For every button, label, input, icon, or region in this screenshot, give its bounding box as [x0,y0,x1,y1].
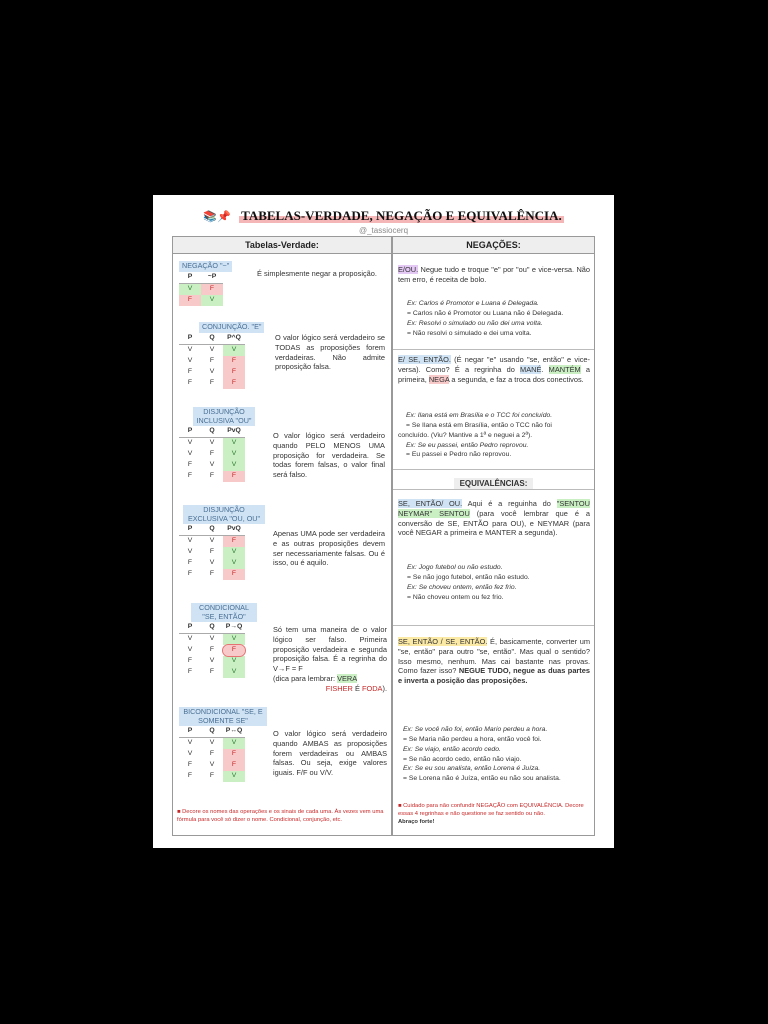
equiv-seentao-seentao-text [398,637,590,686]
exclusive-disjunction-description: Apenas UMA pode ser verdadeira e as outras proposições devem ser necessariamente falsas. Ou é isso, ou é aquilo. [273,529,385,568]
table-header: Q [201,524,223,536]
table-cell: V [209,439,215,447]
table-cell: F [179,295,201,306]
biconditional-description: O valor lógico será verdadeiro quando AMBAS as proposições forem verdadeiras ou AMBAS falsas. Ou seja, exige valores iguais. F/F ou V/V. [273,729,387,778]
truth-table-negation [179,272,223,306]
table-cell: V [209,537,215,545]
table-cell: F [223,378,245,389]
example-line: concluído. (Viu? Mantive a 1ª e neguei a 2ª). [398,431,533,439]
table-cell: F [209,646,215,654]
letterbox-left [0,0,153,1024]
right-footnote-text: Cuidado para não confundir NEGAÇÃO com EQUIVALÊNCIA. Decore essas 4 regrinhas e não questione se faz sentido ou não. [398,803,584,817]
table-header: P [179,426,201,438]
example-line: = Não choveu ontem ou fez frio. [407,593,504,601]
table-header: P→Q [223,622,245,634]
table-cell: V [209,345,215,353]
table-cell: F [187,559,193,567]
tip-e: É [352,683,362,693]
table-cell: F [223,536,245,548]
table-cell: F [209,570,215,578]
truth-table-conjunction [179,333,245,389]
example-line: = Se não acordo cedo, então não viajo. [403,755,522,763]
title-row [153,207,614,227]
table-header: P^Q [223,333,245,345]
table-header: Q [201,622,223,634]
study-sheet [153,195,614,848]
example-line: = Se Maria não perdeu a hora, então você foi. [403,735,542,743]
equivalences-header: EQUIVALÊNCIAS: [454,478,534,489]
letterbox-right [614,0,768,1024]
biconditional-table-block [179,707,267,782]
equiv-seentao-seentao-body: É, basicamente, converter um "se, então" para outro "se, então". Mas qual o sentido? Isso mesmo, nenhum. Mas cai bastante nas provas. Como fazer isso? [398,637,590,676]
table-cell: V [201,295,223,306]
exclusive-disjunction-table-block [179,505,265,580]
example-line: Ex: Se choveu ontem, então fez frio. [407,583,517,591]
section-label-negation: NEGAÇÃO "~" [179,261,232,272]
conjunction-table-block [179,322,264,389]
table-cell: V [209,559,215,567]
table-cell: V [209,761,215,769]
example-line: Ex: Jogo futebol ou não estudo. [407,564,503,571]
equiv-seentao-ou-text [398,499,590,538]
table-cell: F [209,472,215,480]
table-header: P [179,622,201,634]
example-line: = Se não jogo futebol, então não estudo. [407,573,530,581]
example-line: = Se Ilana está em Brasília, então o TCC não foi [406,421,552,429]
truth-tables-column [172,236,392,836]
inclusive-disjunction-description: O valor lógico será verdadeiro quando PELO MENOS UMA proposição for verdadeira. Se todas forem falsas, o valor final será falso. [273,431,385,480]
example-line: Ex: Se eu sou analista, então Lorena é Juíza. [403,765,541,773]
page-title: TABELAS-VERDADE, NEGAÇÃO E EQUIVALÊNCIA. [241,208,562,223]
table-cell: V [223,438,245,450]
pin-icon: ■ [398,803,404,809]
table-cell: V [187,537,193,545]
left-footnote-text: Decore os nomes das operações e os sinais de cada uma. Às vezes vem uma fórmula para você só dizer o nome. Condicional, conjunção, etc. [177,809,384,823]
table-header: Q [201,726,223,738]
table-header: PvQ [223,426,245,438]
truth-table-inclusive-disjunction [179,426,245,482]
table-header: P [179,524,201,536]
table-header: PvQ [223,524,245,536]
table-cell: V [223,656,245,667]
sentou-neymar-highlight: "SENTOU NEYMAR" SENTOU [398,499,590,518]
mantem-highlight: MANTÉM [548,364,581,374]
table-cell: F [223,760,245,771]
negation-eou-body: Negue tudo e troque "e" por "ou" e vice-versa. Não tem erro, é receita de bolo. [398,265,590,284]
negation-eou-examples [407,299,563,338]
table-cell: V [223,771,245,782]
conditional-tip-prefix: (dica para lembrar: [273,673,338,683]
table-cell: V [187,439,193,447]
table-cell: F [209,378,215,386]
example-line: = Não resolvi o simulado e dei uma volta. [407,329,532,337]
equiv-seentao-ou-examples [407,563,530,602]
divider [393,489,594,490]
example-line: = Eu passei e Pedro não reprovou. [406,451,512,459]
example-line: = Carlos não é Promotor ou Luana não é Delegada. [407,309,564,317]
table-header: P [179,726,201,738]
table-cell: F [187,657,193,665]
table-cell: V [223,738,245,750]
divider [393,625,594,626]
conditional-description-text: Só tem uma maneira de o valor lógico ser falso. Primeira proposição verdadeira e segunda proposição falsa. É a regrinha do V→F = F [273,625,387,674]
conditional-table-block [179,603,257,678]
negation-seentao-body-4: a segunda, e faz a troca dos conectivos. [449,374,584,384]
negation-seentao-body-3: a primeira, [398,364,591,384]
truth-table-exclusive-disjunction [179,524,245,580]
table-cell: V [187,356,193,364]
table-cell: V [187,739,193,747]
tip-suffix: ). [382,683,387,693]
example-line: Ex: Se você não foi, então Mario perdeu a hora. [403,726,548,733]
table-cell: F [209,750,215,758]
table-cell: V [187,548,193,556]
table-cell: F [223,749,245,760]
table-cell: F [209,356,215,364]
section-label-conditional: CONDICIONAL "SE, ENTÃO" [191,603,257,622]
truth-tables-header: Tabelas-Verdade: [173,237,391,254]
table-cell: F [187,570,193,578]
table-header: ~P [201,272,223,284]
example-line: Ex: Se eu passei, então Pedro reprovou. [406,441,529,449]
table-header: Q [201,333,223,345]
table-cell: V [187,635,193,643]
table-cell: F [187,761,193,769]
inclusive-disjunction-table-block [179,407,255,482]
table-cell: V [179,283,201,295]
tag-seentao-seentao: SE, ENTÃO / SE, ENTÃO. [398,637,488,646]
table-cell: V [223,558,245,569]
section-label-biconditional: BICONDICIONAL "SE, E SOMENTE SE" [179,707,267,726]
table-cell: V [187,750,193,758]
table-cell: V [187,646,193,654]
truth-table-conditional [179,622,245,678]
equiv-seentao-ou-body-1: Aqui é a reguinha do [462,499,557,508]
mane-highlight: MANÉ [520,364,542,374]
letterbox-top [153,0,614,195]
negation-eou-text [398,265,590,285]
left-footnote [177,809,389,825]
table-cell: F [223,471,245,482]
example-line: Ex: Resolvi o simulado ou não dei uma volta. [407,319,543,327]
conditional-description [273,625,387,693]
negation-table-block [179,261,232,306]
negations-column [392,236,595,836]
tip-fisher: FISHER [325,683,353,693]
negations-header: NEGAÇÕES: [393,237,594,254]
table-cell: F [209,548,215,556]
table-cell: F [187,378,193,386]
negation-description: É simplesmente negar a proposição. [257,269,377,278]
negation-seentao-examples [398,411,552,460]
table-header: P [179,272,201,284]
table-cell: V [223,547,245,558]
equiv-seentao-seentao-examples [403,725,561,784]
tip-foda: FODA [361,683,383,693]
negation-seentao-body-2: . [541,364,549,374]
negation-seentao-text [398,355,590,384]
table-cell: V [223,449,245,460]
table-cell: F [223,356,245,367]
letterbox-bottom [153,848,614,1024]
nega-highlight: NEGA [428,374,450,384]
table-cell: V [209,739,215,747]
table-cell: F [223,367,245,378]
conjunction-description: O valor lógico será verdadeiro se TODAS as proposições forem verdadeiras. Não admite proposição falsa. [275,333,385,372]
table-cell: F [201,283,223,295]
divider [393,349,594,350]
author-handle: @_tassiocerq [358,226,409,235]
table-cell: V [187,450,193,458]
example-line: Ex: Se viajo, então acordo cedo. [403,745,501,753]
tip-vera: VERA [337,673,358,683]
table-cell: F [209,668,215,676]
section-label-exclusive-disjunction: DISJUNÇÃO EXCLUSIVA "OU, OU" [183,505,265,524]
table-cell: F [187,472,193,480]
table-header: P [179,333,201,345]
table-cell: V [187,345,193,353]
table-cell: V [223,460,245,471]
table-cell: F [187,668,193,676]
negation-seentao-body-1: (É negar "e" usando "se, então" e vice-versa). Como? É a regrinha do [398,355,591,374]
table-cell: V [209,657,215,665]
tag-seentao-ou: SE, ENTÃO/ OU. [398,499,463,508]
table-cell: F [209,772,215,780]
tag-eou: E/OU. [398,265,419,274]
table-header: P↔Q [223,726,245,738]
books-pin-icon: 📚📌 [203,211,231,223]
tag-e-seentao: E/ SE, ENTÃO. [398,355,451,364]
table-cell: F [187,367,193,375]
right-footnote [398,803,592,826]
table-cell-circled: F [223,645,245,656]
section-label-conjunction: CONJUNÇÃO. "E" [199,322,264,333]
table-cell: F [187,772,193,780]
table-cell: F [187,461,193,469]
section-label-inclusive-disjunction: DISJUNÇÃO INCLUSIVA "OU" [193,407,255,426]
example-line: Ex: Carlos é Promotor e Luana é Delegada. [407,300,539,307]
signoff: Abraço forte! [398,818,435,825]
table-header: Q [201,426,223,438]
table-cell: V [209,367,215,375]
table-cell: V [223,667,245,678]
truth-table-biconditional [179,726,245,782]
table-cell: V [209,461,215,469]
table-cell: F [223,569,245,580]
example-line: = Se Lorena não é Juíza, então eu não sou analista. [403,775,561,783]
pin-icon: ■ [177,809,183,815]
table-cell: V [209,635,215,643]
equiv-seentao-ou-body-2: (para você lembrar que é a conversão de SE, ENTÃO para OU), e NEYMAR (para você NEGAR a primeira e MANTER a segunda). [398,508,590,538]
table-cell: F [209,450,215,458]
table-cell: V [223,634,245,646]
divider [393,469,594,470]
equiv-seentao-seentao-bold: NEGUE TUDO, negue as duas partes e inverta a posição das proposições. [398,666,590,686]
table-cell: V [223,344,245,356]
example-line: Ex: Ilana está em Brasília e o TCC foi concluído. [406,412,553,419]
